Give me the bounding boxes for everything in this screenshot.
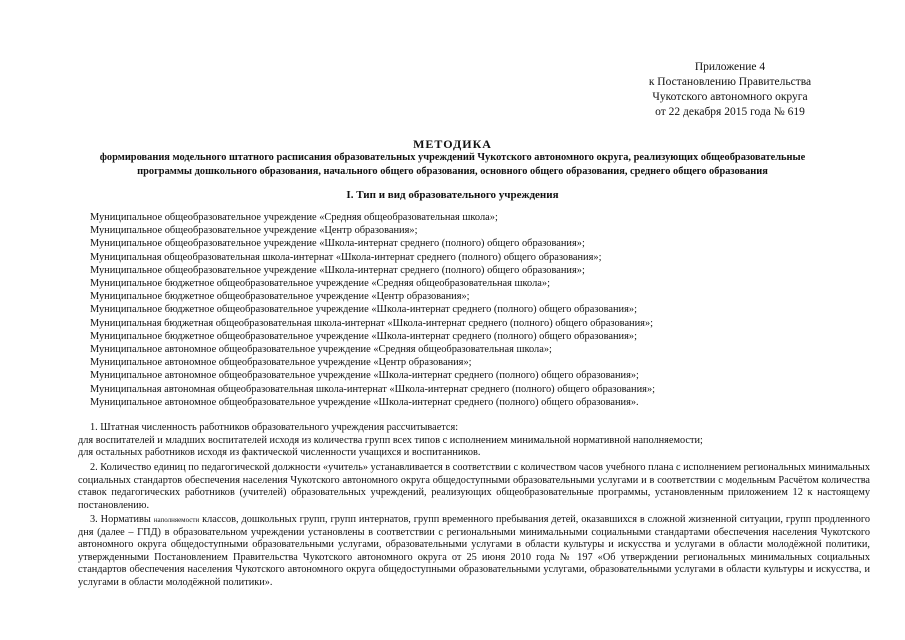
list-item: Муниципальное бюджетное общеобразовательное учреждение «Центр образования»; xyxy=(90,291,470,303)
list-item: Муниципальное общеобразовательное учреждение «Средняя общеобразовательная школа»; xyxy=(90,212,498,223)
list-item: Муниципальное общеобразовательное учреждение «Школа-интернат среднего (полного) общего образования»; xyxy=(90,238,585,250)
appendix-block xyxy=(600,60,860,120)
point-1 xyxy=(78,422,868,460)
point-2: 2. Количество единиц по педагогической должности «учитель» устанавливается в соответствии с количеством часов учебного плана с исполнением региональных минимальных социальных стандартов обеспечения населения Чукотского автономного округа общедоступными образовательными услугами и в соответствии с модельным Расчётом количества ставок педагогических работников (учителей) образовательных учреждений, реализующих общеобразовательные программы, установленным приложением 12 к настоящему постановлению. xyxy=(78,462,870,511)
list-item: Муниципальное бюджетное общеобразовательное учреждение «Средняя общеобразовательная школа»; xyxy=(90,278,550,290)
list-item: Муниципальная автономная общеобразовательная школа-интернат «Школа-интернат среднего (полного) общего образования»; xyxy=(90,383,656,395)
list-item: Муниципальное общеобразовательное учреждение «Школа-интернат среднего (полного) общего образования»; xyxy=(90,264,585,276)
appendix-line-4: от 22 декабря 2015 года № 619 xyxy=(655,106,805,118)
point-3 xyxy=(78,514,870,590)
point-3-start: 3. Нормативы xyxy=(90,514,154,525)
list-item: Муниципальное бюджетное общеобразовательное учреждение «Школа-интернат среднего (полного) общего образования»; xyxy=(90,330,637,342)
list-item: Муниципальное автономное общеобразовательное учреждение «Школа-интернат среднего (полного) общего образования»; xyxy=(90,370,639,382)
subtitle-line-2: программы дошкольного образования, начального общего образования, основного общего образования, среднего общего образования xyxy=(137,166,768,177)
point-1-line-2: для воспитателей и младших воспитателей исходя из количества групп всех типов с исполнением минимальной нормативной наполняемости; xyxy=(78,434,703,446)
point-3-small-word: наполняемости xyxy=(153,516,200,524)
list-item: Муниципальное автономное общеобразовательное учреждение «Школа-интернат среднего (полного) общего образования». xyxy=(90,396,639,408)
section-heading: I. Тип и вид образовательного учреждения xyxy=(346,189,559,201)
appendix-line-3: Чукотского автономного округа xyxy=(652,91,808,103)
point-1-line-3: для остальных работников исходя из фактической численности учащихся и воспитанников. xyxy=(78,447,481,459)
point-1-line-1: 1. Штатная численность работников образовательного учреждения рассчитывается: xyxy=(90,422,459,433)
institution-list xyxy=(90,211,850,409)
appendix-line-1: Приложение 4 xyxy=(694,61,766,73)
list-item: Муниципальная общеобразовательная школа-интернат «Школа-интернат среднего (полного) общего образования»; xyxy=(90,251,602,263)
list-item: Муниципальное автономное общеобразовательное учреждение «Центр образования»; xyxy=(90,357,472,369)
list-item: Муниципальное общеобразовательное учреждение «Центр образования»; xyxy=(90,225,418,237)
list-item: Муниципальное автономное общеобразовательное учреждение «Средняя общеобразовательная школа»; xyxy=(90,344,552,356)
appendix-line-2: к Постановлению Правительства xyxy=(648,76,812,88)
document-subtitle xyxy=(40,151,865,179)
subtitle-line-1: формирования модельного штатного расписания образовательных учреждений Чукотского автономного округа, реализующих общеобразовательные xyxy=(99,152,806,163)
point-3-rest: классов, дошкольных групп, групп интернатов, групп временного пребывания детей, оказавшихся в сложной жизненной ситуации, групп продленного дня (далее – ГПД) в образовательном учреждении установлены в соответствии с региональными минимальными социальными стандартами обеспечения населения Чукотского автономного округа общедоступными образовательными услугами, образовательными услугами в области культуры и искусства и услугами в области молодёжной политики, утвержденными Постановлением Правительства Чукотского автономного округа от 25 июня 2010 года № 197 «Об утверждении региональных минимальных социальных стандартов обеспечения населения Чукотского автономного округа общедоступными образовательными услугами, образовательными услугами в области культуры и искусства, и услугами в области молодёжной политики». xyxy=(78,514,870,588)
list-item: Муниципальное бюджетное общеобразовательное учреждение «Школа-интернат среднего (полного) общего образования»; xyxy=(90,304,637,316)
list-item: Муниципальная бюджетная общеобразовательная школа-интернат «Школа-интернат среднего (полного) общего образования»; xyxy=(90,317,654,329)
document-title: МЕТОДИКА xyxy=(413,137,492,151)
